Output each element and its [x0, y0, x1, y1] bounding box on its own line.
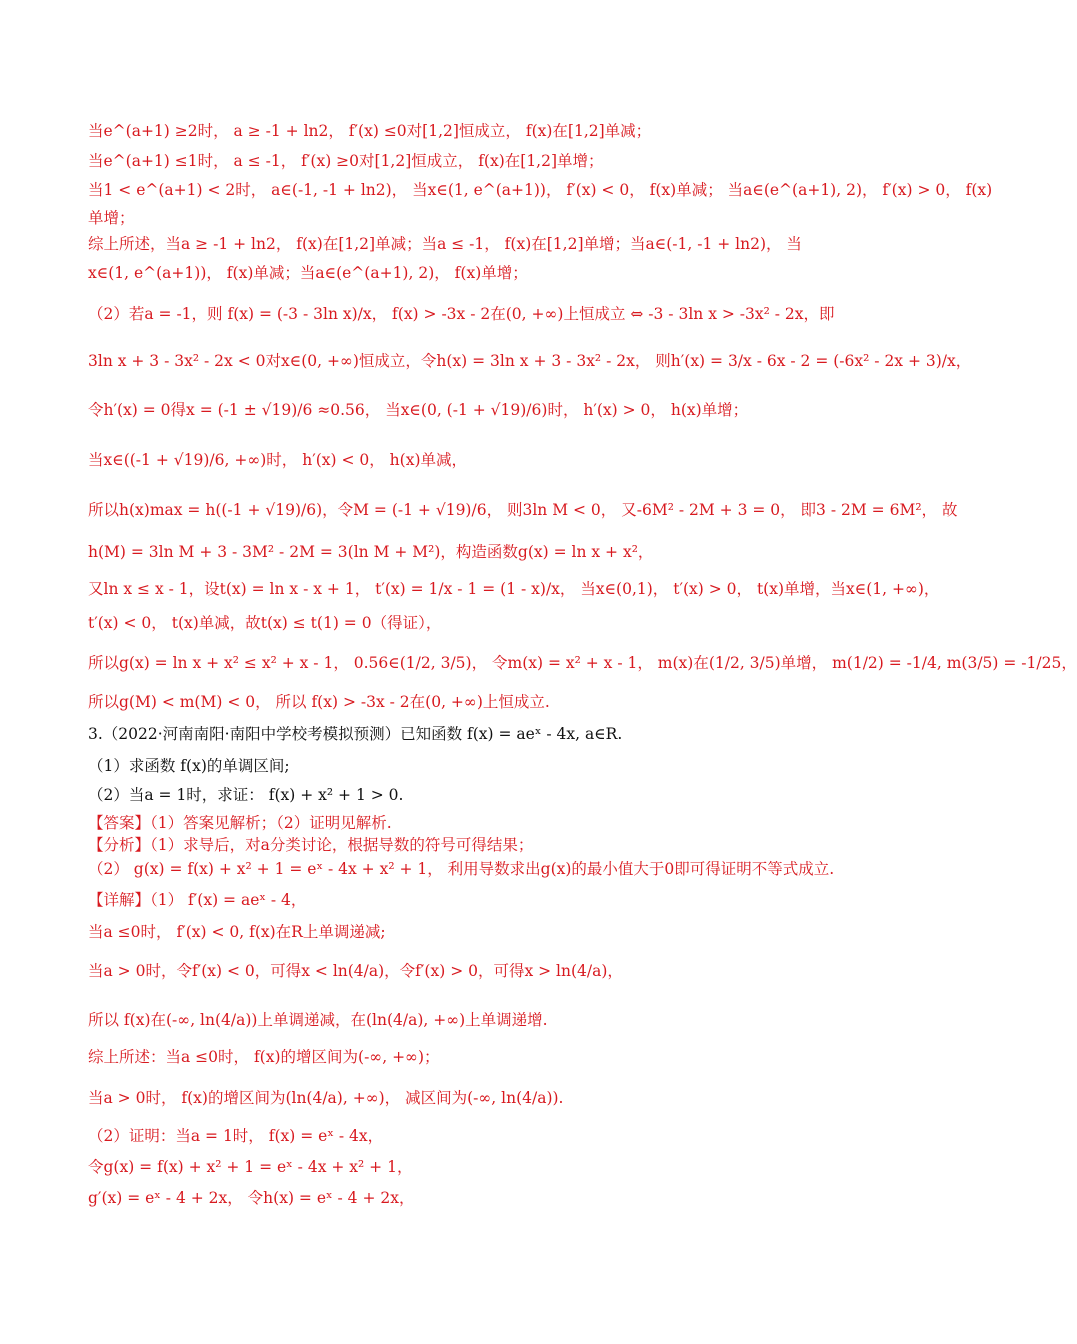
- text-line: 当a ≤0时， f′(x) < 0, f(x)在R上单调递减;: [88, 923, 386, 941]
- text-line: 当e^(a+1) ≤1时， a ≤ -1， f′(x) ≥0对[1,2]恒成立， f(x)在[1,2]单增；: [88, 152, 604, 170]
- text-line: （2） g(x) = f(x) + x² + 1 = eˣ - 4x + x² + 1， 利用导数求出g(x)的最小值大于0即可得证明不等式成立.: [88, 860, 835, 878]
- text-line: 令h′(x) = 0得x = (-1 ± √19)/6 ≈0.56， 当x∈(0, (-1 + √19)/6)时， h′(x) > 0， h(x)单增；: [88, 401, 749, 419]
- answer-line: 【答案】（1）答案见解析；（2）证明见解析.: [88, 814, 392, 832]
- text-line: 综上所述，当a ≥ -1 + ln2， f(x)在[1,2]单减；当a ≤ -1， f(x)在[1,2]单增；当a∈(-1, -1 + ln2)， 当: [88, 235, 802, 253]
- text-line: 又ln x ≤ x - 1，设t(x) = ln x - x + 1， t′(x) = 1/x - 1 = (1 - x)/x， 当x∈(0,1)， t′(x) > 0， t(x)单增，当x∈(1, +∞)，: [88, 580, 940, 598]
- text-line: 当a > 0时， f(x)的增区间为(ln(4/a), +∞)， 减区间为(-∞, ln(4/a)).: [88, 1089, 564, 1107]
- text-line: x∈(1, e^(a+1))， f(x)单减；当a∈(e^(a+1), 2)， f(x)单增；: [88, 264, 528, 282]
- text-line: 当e^(a+1) ≥2时， a ≥ -1 + ln2， f′(x) ≤0对[1,2]恒成立， f(x)在[1,2]单减；: [88, 122, 652, 140]
- problem-header: 3.（2022·河南南阳·南阳中学校考模拟预测）已知函数 f(x) = aeˣ - 4x, a∈R.: [88, 725, 623, 743]
- text-line: 当x∈((-1 + √19)/6, +∞)时， h′(x) < 0， h(x)单减，: [88, 451, 467, 469]
- text-line: 所以h(x)max = h((-1 + √19)/6)，令M = (-1 + √19)/6， 则3ln M < 0， 又-6M² - 2M + 3 = 0， 即3 - 2M = 6M²， 故: [88, 501, 958, 519]
- text-line: 综上所述：当a ≤0时， f(x)的增区间为(-∞, +∞)；: [88, 1048, 440, 1066]
- text-line: 所以 f(x)在(-∞, ln(4/a))上单调递减，在(ln(4/a), +∞)上单调递增.: [88, 1011, 548, 1029]
- detail-line: 【详解】（1） f′(x) = aeˣ - 4，: [88, 891, 307, 909]
- text-line: 3ln x + 3 - 3x² - 2x < 0对x∈(0, +∞)恒成立，令h(x) = 3ln x + 3 - 3x² - 2x， 则h′(x) = 3/x - 6x - 2 = (-6x² - 2x + 3)/x，: [88, 352, 972, 370]
- text-line: g′(x) = eˣ - 4 + 2x， 令h(x) = eˣ - 4 + 2x，: [88, 1189, 415, 1207]
- text-line: 当a > 0时，令f′(x) < 0，可得x < ln(4/a)，令f′(x) > 0，可得x > ln(4/a)，: [88, 962, 623, 980]
- analysis-line: 【分析】（1）求导后，对a分类讨论，根据导数的符号可得结果；: [88, 836, 534, 854]
- text-line: t′(x) < 0， t(x)单减，故t(x) ≤ t(1) = 0（得证），: [88, 614, 442, 632]
- question-part-1: （1）求函数 f(x)的单调区间;: [88, 757, 290, 775]
- text-line: （2）证明：当a = 1时， f(x) = eˣ - 4x，: [88, 1127, 384, 1145]
- text-line: h(M) = 3ln M + 3 - 3M² - 2M = 3(ln M + M²)，构造函数g(x) = ln x + x²，: [88, 543, 654, 561]
- text-line: 所以g(x) = ln x + x² ≤ x² + x - 1， 0.56∈(1/2, 3/5)， 令m(x) = x² + x - 1， m(x)在(1/2, 3/5)单增， m(1/2) = -1/4, m(3/5) = -1/25，: [88, 654, 1077, 672]
- text-line: 所以g(M) < m(M) < 0， 所以 f(x) > -3x - 2在(0, +∞)上恒成立.: [88, 693, 550, 711]
- text-line: 单增；: [88, 209, 135, 227]
- text-line: 令g(x) = f(x) + x² + 1 = eˣ - 4x + x² + 1，: [88, 1158, 413, 1176]
- question-part-2: （2）当a = 1时，求证： f(x) + x² + 1 > 0.: [88, 786, 404, 804]
- text-line: 当1 < e^(a+1) < 2时， a∈(-1, -1 + ln2)， 当x∈(1, e^(a+1))， f′(x) < 0， f(x)单减； 当a∈(e^(a+1), 2)， f′(x) > 0， f(x): [88, 181, 993, 199]
- text-line: （2）若a = -1，则 f(x) = (-3 - 3ln x)/x， f(x) > -3x - 2在(0, +∞)上恒成立 ⇔ -3 - 3ln x > -3x² - 2x，即: [88, 305, 835, 323]
